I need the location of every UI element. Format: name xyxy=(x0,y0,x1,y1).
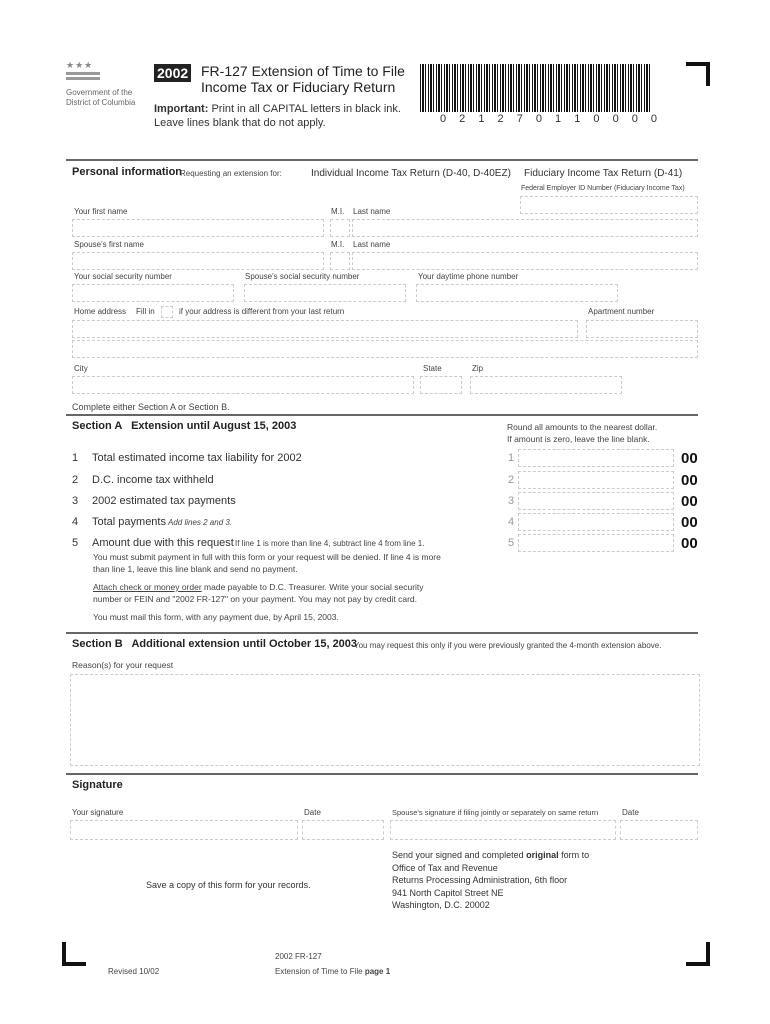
line-5-note: If line 1 is more than line 4, subtract line 4 from line 1. xyxy=(235,539,425,548)
footer-revised: Revised 10/02 xyxy=(108,967,160,976)
phone-label: Your daytime phone number xyxy=(418,272,519,281)
line-2-number: 2 xyxy=(72,474,79,486)
year-badge: 2002 xyxy=(154,64,191,82)
ssn-label: Your social security number xyxy=(74,272,172,281)
footer-page-bold: page 1 xyxy=(364,967,391,976)
rule-signature xyxy=(66,773,698,775)
signature-heading: Signature xyxy=(72,779,123,791)
line-5-amount-input[interactable] xyxy=(518,534,674,552)
state-input[interactable] xyxy=(420,376,462,394)
rule-section-b xyxy=(66,632,698,634)
attach-underlined: Attach check or money order xyxy=(93,582,202,592)
line-2-label: D.C. income tax withheld xyxy=(92,474,214,486)
phone-input[interactable] xyxy=(416,284,618,302)
line-5-label: Amount due with this request xyxy=(92,537,234,549)
form-title-line-1: FR-127 Extension of Time to File xyxy=(201,63,405,79)
address-line-4: Washington, D.C. 20002 xyxy=(392,900,490,910)
city-input[interactable] xyxy=(72,376,414,394)
section-b-heading: Section B Additional extension until October 15, 2003 xyxy=(72,638,358,650)
send-bold: original xyxy=(526,850,559,860)
spouse-last-name-input[interactable] xyxy=(352,252,698,270)
attach-rest: made payable to D.C. Treasurer. Write your social security xyxy=(201,582,424,592)
line-3-label: 2002 estimated tax payments xyxy=(92,495,236,507)
first-name-input[interactable] xyxy=(72,219,324,237)
line-5-box-number: 5 xyxy=(508,537,515,549)
important-note xyxy=(154,102,401,130)
line-3-amount-input[interactable] xyxy=(518,492,674,510)
spouse-ssn-input[interactable] xyxy=(244,284,406,302)
gov-line-1: Government of the xyxy=(66,88,133,97)
send-prefix: Send your signed and completed xyxy=(392,850,527,860)
line-5-sub-2: than line 1, leave this line blank and send no payment. xyxy=(93,564,298,574)
corner-mark-top-right xyxy=(686,62,710,86)
dc-logo xyxy=(66,60,100,80)
address-line-1: Office of Tax and Revenue xyxy=(392,862,498,873)
home-address-input[interactable] xyxy=(72,320,578,338)
home-address-label: Home address xyxy=(74,307,127,316)
important-text-2: Leave lines blank that do not apply. xyxy=(154,117,326,129)
line-3-number: 3 xyxy=(72,495,79,507)
gov-line-2: District of Columbia xyxy=(66,98,136,107)
spouse-ssn-label: Spouse's social security number xyxy=(245,272,360,281)
footer-form-id: 2002 FR-127 xyxy=(275,952,322,961)
line-1-box-number: 1 xyxy=(508,452,515,464)
line-5-instructions xyxy=(93,551,441,575)
fill-in-label: Fill in xyxy=(136,307,155,316)
spouse-mi-label: M.I. xyxy=(331,240,345,249)
line-4-number: 4 xyxy=(72,516,79,528)
rule-section-a xyxy=(66,414,698,416)
address-line-2: Returns Processing Administration, 6th floor xyxy=(392,875,568,885)
line-1-label: Total estimated income tax liability for 2002 xyxy=(92,452,302,464)
attach-line-2: number or FEIN and "2002 FR-127" on your payment. You may not pay by credit card. xyxy=(93,594,418,604)
attach-payment-note xyxy=(93,581,424,605)
important-text: Print in all CAPITAL letters in black ink. xyxy=(211,103,401,115)
barcode xyxy=(420,64,652,112)
save-copy-note: Save a copy of this form for your records. xyxy=(146,880,311,890)
line-5-number: 5 xyxy=(72,537,79,549)
first-name-label: Your first name xyxy=(74,207,128,216)
footer-page-prefix: Extension of Time to File xyxy=(275,967,365,976)
line-5-cents: 00 xyxy=(681,535,698,552)
line-3-box-number: 3 xyxy=(508,495,515,507)
zip-label: Zip xyxy=(472,364,484,373)
apartment-label: Apartment number xyxy=(588,307,655,316)
state-label: State xyxy=(423,364,442,373)
barcode-digits: 0 2 1 2 7 0 1 1 0 0 0 0 xyxy=(440,113,663,125)
reasons-input[interactable] xyxy=(70,674,700,766)
spouse-first-name-input[interactable] xyxy=(72,252,324,270)
section-b-note: You may request this only if you were previously granted the 4-month extension above. xyxy=(354,641,662,650)
fein-input[interactable] xyxy=(520,196,698,214)
address-change-checkbox[interactable] xyxy=(161,306,173,318)
option-individual[interactable]: Individual Income Tax Return (D-40, D-40EZ) xyxy=(311,168,511,179)
your-signature-label: Your signature xyxy=(72,808,124,817)
footer-page xyxy=(275,967,390,976)
logo-bar-2 xyxy=(66,77,100,80)
line-4-label: Total payments xyxy=(92,516,166,528)
form-title xyxy=(201,63,405,95)
line-2-amount-input[interactable] xyxy=(518,471,674,489)
form-title-line-2: Income Tax or Fiduciary Return xyxy=(201,79,396,95)
mi-label: M.I. xyxy=(331,207,345,216)
last-name-input[interactable] xyxy=(352,219,698,237)
send-suffix: form to xyxy=(558,850,590,860)
fein-label: Federal Employer ID Number (Fiduciary Income Tax) xyxy=(521,185,685,192)
line-1-amount-input[interactable] xyxy=(518,449,674,467)
gov-name xyxy=(66,88,135,108)
line-2-box-number: 2 xyxy=(508,474,515,486)
option-fiduciary[interactable]: Fiduciary Income Tax Return (D-41) xyxy=(524,168,683,179)
important-label: Important: xyxy=(154,103,209,115)
line-4-note: Add lines 2 and 3. xyxy=(168,518,233,527)
date-label: Date xyxy=(304,808,321,817)
line-4-box-number: 4 xyxy=(508,516,515,528)
rule-personal xyxy=(66,159,698,161)
last-name-label: Last name xyxy=(353,207,391,216)
mailing-address xyxy=(392,849,589,912)
spouse-mi-input[interactable] xyxy=(330,252,350,270)
line-1-number: 1 xyxy=(72,452,79,464)
spouse-signature-input[interactable] xyxy=(390,820,616,840)
line-4-amount-input[interactable] xyxy=(518,513,674,531)
line-2-cents: 00 xyxy=(681,472,698,489)
round-note-1: Round all amounts to the nearest dollar. xyxy=(507,422,658,432)
spouse-date-label: Date xyxy=(622,808,639,817)
mail-note: You must mail this form, with any payment due, by April 15, 2003. xyxy=(93,612,339,622)
spouse-signature-label: Spouse's signature if filing jointly or separately on same return xyxy=(392,808,599,817)
stars-icon: ★★★ xyxy=(66,60,94,70)
spouse-last-name-label: Last name xyxy=(353,240,391,249)
corner-mark-bottom-right xyxy=(686,942,710,966)
apartment-input[interactable] xyxy=(586,320,698,338)
line-3-cents: 00 xyxy=(681,493,698,510)
requesting-label: Requesting an extension for: xyxy=(180,169,282,178)
line-5-sub-1: You must submit payment in full with this form or your request will be denied. If line 4 is more xyxy=(93,552,441,562)
mi-input[interactable] xyxy=(330,219,350,237)
spouse-date-input[interactable] xyxy=(620,820,698,840)
personal-heading: Personal information xyxy=(72,166,183,178)
spouse-first-name-label: Spouse's first name xyxy=(74,240,145,249)
line-1-cents: 00 xyxy=(681,450,698,467)
logo-bar-1 xyxy=(66,72,100,75)
your-signature-input[interactable] xyxy=(70,820,298,840)
zip-input[interactable] xyxy=(470,376,622,394)
date-input[interactable] xyxy=(302,820,384,840)
address-line-2-input[interactable] xyxy=(72,340,698,358)
complete-either-note: Complete either Section A or Section B. xyxy=(72,402,230,412)
round-note-2: If amount is zero, leave the line blank. xyxy=(507,434,650,444)
corner-mark-bottom-left xyxy=(62,942,86,966)
city-label: City xyxy=(74,364,88,373)
ssn-input[interactable] xyxy=(72,284,234,302)
if-different-label: if your address is different from your last return xyxy=(179,307,345,316)
line-4-cents: 00 xyxy=(681,514,698,531)
reasons-label: Reason(s) for your request xyxy=(72,660,174,670)
round-note xyxy=(507,421,657,445)
section-a-heading: Section A Extension until August 15, 2003 xyxy=(72,420,297,432)
address-line-3: 941 North Capitol Street NE xyxy=(392,887,504,898)
